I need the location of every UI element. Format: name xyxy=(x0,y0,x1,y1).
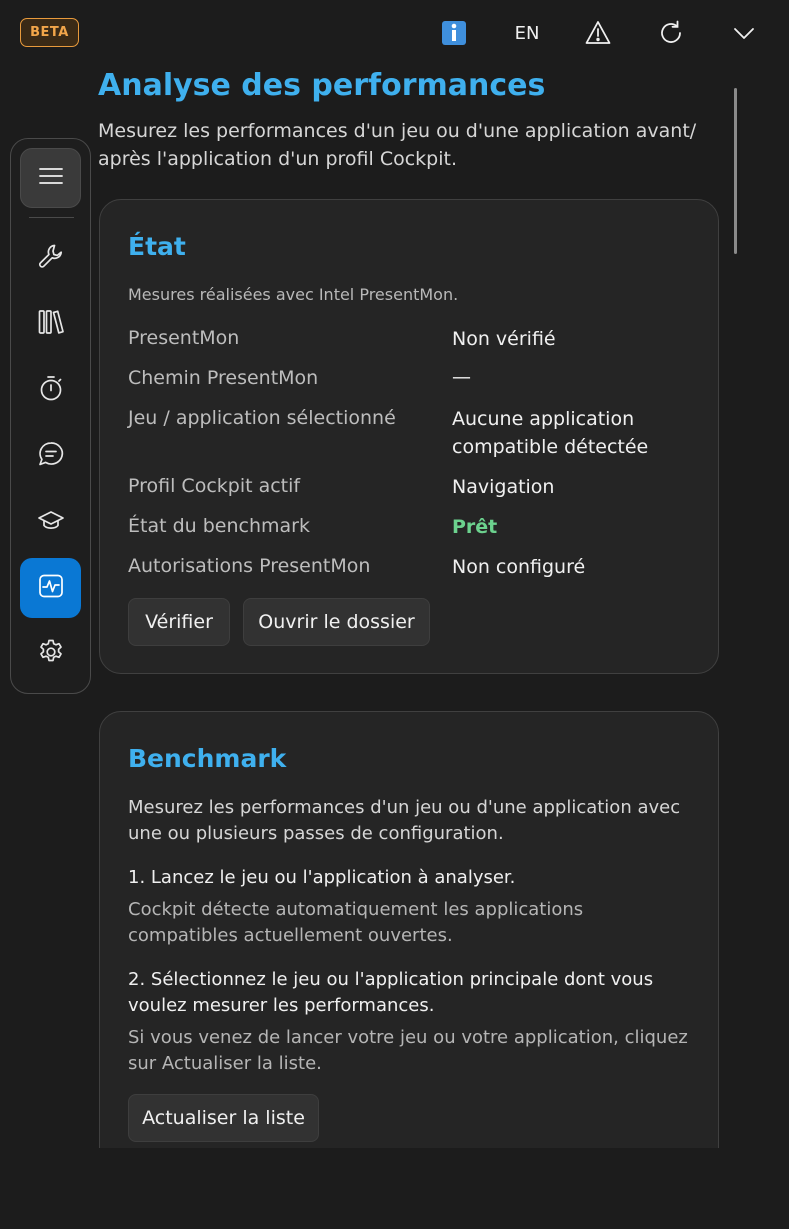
menu-icon xyxy=(39,166,63,190)
stopwatch-icon xyxy=(37,374,65,406)
beta-badge: BETA xyxy=(20,18,79,47)
graduation-cap-icon xyxy=(37,506,65,538)
row-value: Navigation xyxy=(452,476,555,498)
state-card-note: Mesures réalisées avec Intel PresentMon. xyxy=(128,285,459,304)
info-icon[interactable] xyxy=(440,16,468,50)
row-label: PresentMon xyxy=(128,327,240,349)
sidebar-item-timer[interactable] xyxy=(20,360,81,420)
row-value: Aucune application compatible détectée xyxy=(452,408,649,458)
row-value: — xyxy=(452,366,471,388)
sidebar-item-library[interactable] xyxy=(20,294,81,354)
chevron-down-icon[interactable] xyxy=(730,16,758,50)
row-label: Profil Cockpit actif xyxy=(128,475,301,497)
sidebar-item-learn[interactable] xyxy=(20,492,81,552)
row-label: État du benchmark xyxy=(128,515,310,537)
sidebar-item-performance[interactable] xyxy=(20,558,81,618)
page-subtitle: Mesurez les performances d'un jeu ou d'une application avant/ après l'application d'un profil Cockpit. xyxy=(98,120,697,170)
sidebar-item-settings[interactable] xyxy=(20,624,81,684)
row-value: Non configuré xyxy=(452,556,586,578)
step-1: 1. Lancez le jeu ou l'application à analyser. xyxy=(128,867,516,888)
step-2-note: Si vous venez de lancer votre jeu ou votre application, cliquez sur Actualiser la liste. xyxy=(128,1027,688,1074)
row-label: Chemin PresentMon xyxy=(128,367,319,389)
state-card-title: État xyxy=(128,232,186,261)
state-card xyxy=(99,199,719,674)
verify-button[interactable]: Vérifier xyxy=(128,598,230,646)
open-folder-button[interactable]: Ouvrir le dossier xyxy=(243,598,430,646)
language-button[interactable]: EN xyxy=(514,22,540,44)
status-badge: Prêt xyxy=(452,516,498,538)
gear-icon xyxy=(37,638,65,670)
sidebar-item-tools[interactable] xyxy=(20,228,81,288)
benchmark-card-title: Benchmark xyxy=(128,744,287,773)
library-icon xyxy=(37,308,65,340)
row-label: Jeu / application sélectionné xyxy=(128,407,396,429)
refresh-icon[interactable] xyxy=(656,16,686,50)
menu-button[interactable] xyxy=(20,148,81,208)
sidebar xyxy=(10,138,91,694)
wrench-icon xyxy=(37,242,65,274)
step-2: 2. Sélectionnez le jeu ou l'application principale dont vous voulez mesurer les performances. xyxy=(128,969,654,1016)
scrollbar[interactable] xyxy=(734,88,737,254)
page-title: Analyse des performances xyxy=(98,68,546,103)
viewport-bottom-mask xyxy=(0,1148,789,1229)
row-value: Non vérifié xyxy=(452,328,556,350)
activity-icon xyxy=(37,572,65,604)
step-1-note: Cockpit détecte automatiquement les applications compatibles actuellement ouvertes. xyxy=(128,899,584,946)
benchmark-intro: Mesurez les performances d'un jeu ou d'une application avec une ou plusieurs passes de configuration. xyxy=(128,797,681,844)
chat-icon xyxy=(37,440,65,472)
sidebar-item-chat[interactable] xyxy=(20,426,81,486)
sidebar-divider xyxy=(29,217,74,218)
row-label: Autorisations PresentMon xyxy=(128,555,371,577)
warning-icon[interactable] xyxy=(584,16,612,50)
refresh-list-button[interactable]: Actualiser la liste xyxy=(128,1094,319,1142)
